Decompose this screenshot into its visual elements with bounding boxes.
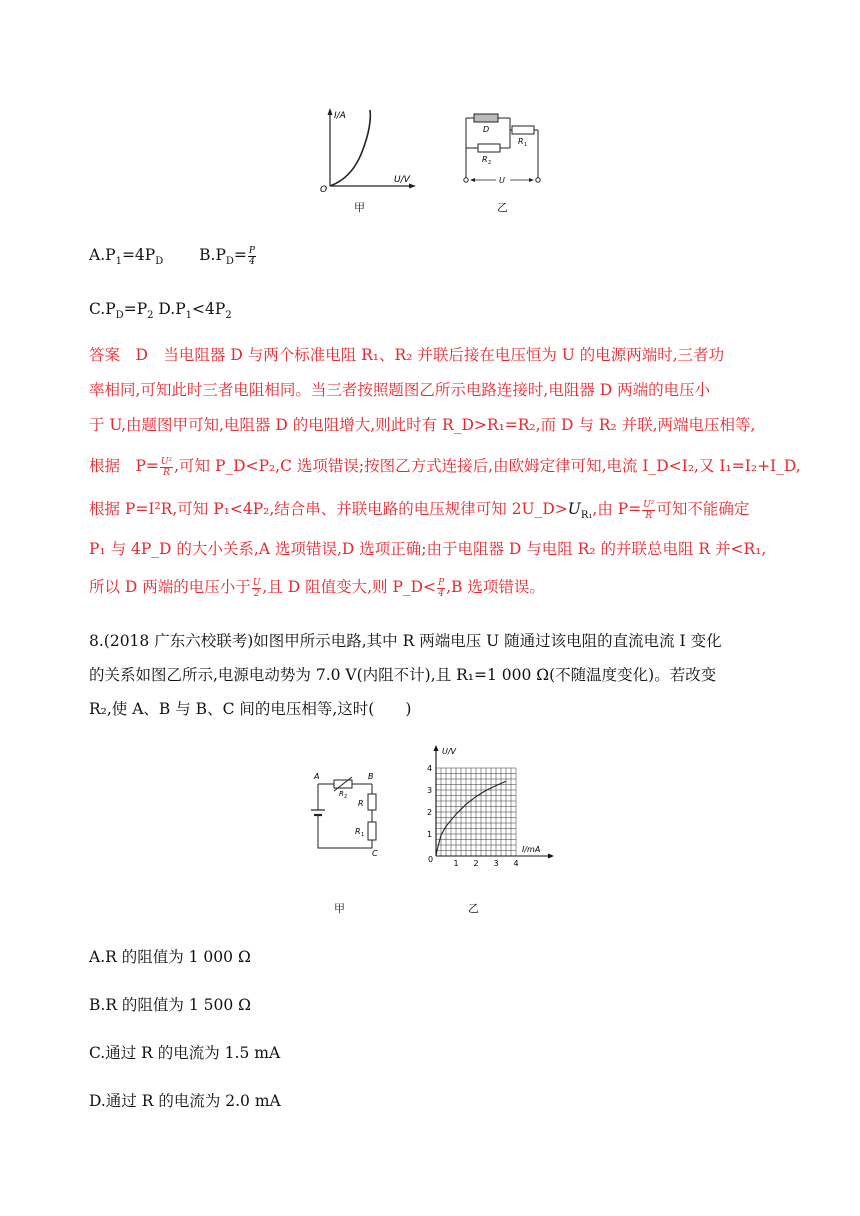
node-b: B — [368, 772, 374, 781]
terminal-right — [536, 178, 540, 182]
label-r1-sub: 1 — [524, 142, 528, 148]
ui-chart — [418, 744, 556, 872]
answer-line-6: P₁ 与 4P_D 的大小关系,A 选项错误,D 选项正确;由于电阻器 D 与电阻 R₂ 的并联总电阻 R 并<R₁, — [89, 540, 767, 558]
chart-origin: 0 — [428, 855, 434, 864]
chart-x-tick-label: 3 — [493, 859, 499, 868]
circuit-1 — [458, 110, 548, 188]
u-arrow-right — [529, 178, 534, 182]
label-r: R — [358, 799, 364, 808]
answer-line-2: 率相同,可知此时三者电阻相同。当三者按照题图乙所示电路连接时,电阻器 D 两端的电压小 — [89, 381, 711, 399]
label-r1-2-sub: 1 — [361, 832, 365, 838]
resistor-r — [368, 794, 376, 810]
chart-x-tick-label: 2 — [473, 859, 479, 868]
q7-options-cd: $C.P_D=P_2$ $D.P_1<4P_2$ — [89, 300, 232, 322]
label-r1: R — [518, 137, 524, 146]
iu-curve — [330, 110, 370, 186]
origin-label: O — [320, 185, 328, 192]
chart-y-tick-label: 3 — [427, 786, 433, 795]
x-axis-label: U/V — [394, 175, 410, 185]
label-r2-sub: 2 — [488, 160, 492, 166]
resistor-r2 — [478, 144, 500, 152]
node-c: C — [372, 849, 378, 856]
q8-option-c: C.通过 R 的电流为 1.5 mA — [89, 1044, 281, 1062]
q8-option-d: D.通过 R 的电流为 2.0 mA — [89, 1092, 281, 1110]
label-d: D — [483, 125, 490, 134]
q8-option-a: A.R 的阻值为 1 000 Ω — [89, 948, 251, 966]
q8-option-b: B.R 的阻值为 1 500 Ω — [89, 996, 251, 1014]
answer-line-3: 于 U,由题图甲可知,电阻器 D 的电阻增大,则此时有 R_D>R₁=R₂,而 D 与 R₂ 并联,两端电压相等, — [89, 416, 756, 434]
fig2-caption-b: 乙 — [468, 902, 479, 915]
label-r2-v-sub: 2 — [344, 794, 348, 800]
u-arrow-left — [470, 178, 475, 182]
resistor-r1 — [512, 126, 534, 134]
chart-x-tick-label: 1 — [453, 859, 459, 868]
q8-line-2: 的关系如图乙所示,电源电动势为 7.0 V(内阻不计),且 R₁=1 000 Ω(不随温度变化)。若改变 — [89, 666, 717, 684]
answer-line-1: 答案 D 当电阻器 D 与两个标准电阻 R₁、R₂ 并联后接在电压恒为 U 的电源两端时,三者功 — [89, 346, 725, 364]
q8-line-3: R₂,使 A、B 与 B、C 间的电压相等,这时( ) — [89, 700, 412, 718]
q7-options-ab: $A.P_1=4P_D$ $B.P_D=$ $\frac{P}{4}$ — [89, 245, 255, 268]
iu-graph — [312, 106, 422, 192]
fig1-caption-a: 甲 — [354, 201, 365, 214]
chart-y-tick-label: 2 — [427, 808, 433, 817]
chart-xlabel: I/mA — [522, 845, 541, 854]
label-r2-v: R — [339, 790, 344, 798]
resistor-d — [474, 114, 498, 122]
q8-line-1: 8.(2018 广东六校联考)如图甲所示电路,其中 R 两端电压 U 随通过该电阻的直流电流 I 变化 — [89, 632, 722, 650]
fig2-caption-a: 甲 — [334, 902, 345, 915]
y-arrow — [328, 108, 333, 115]
chart-y-tick-label: 4 — [427, 764, 433, 773]
y-axis-label: I/A — [334, 111, 346, 121]
answer-line-4: 根据 P= $\frac{\text{U²}}{R}$ ,可知 P_D<P₂,C 选项错误;按图乙方式连接后,由欧姆定律可知,电流 I_D<I₂,又 I₁=I₂+I_D, — [89, 456, 801, 478]
circuit-2 — [308, 768, 390, 856]
resistor-r1-2 — [368, 822, 376, 840]
terminal-left — [464, 178, 468, 182]
chart-y-arrow — [434, 745, 439, 751]
chart-y-tick-label: 1 — [427, 830, 433, 839]
label-r1-2: R — [355, 827, 361, 836]
chart-ylabel: U/V — [442, 747, 457, 756]
label-r2: R — [482, 155, 488, 164]
chart-x-arrow — [548, 854, 554, 859]
answer-line-7: 所以 D 两端的电压小于 $\frac{U}{2}$ ,且 D 阻值变大,则 P_D< $\frac{P}{4}$ ,B 选项错误。 — [89, 577, 545, 599]
answer-line-5: 根据 P=I²R,可知 P₁<4P₂,结合串、并联电路的电压规律可知 $2U\_D>U_{R_1}$,由 P= $\frac{\text{U²}}{R}$ 可知不能确定 — [89, 499, 750, 522]
node-a: A — [314, 772, 320, 781]
label-u: U — [499, 176, 505, 185]
x-arrow — [409, 184, 416, 189]
fig1-caption-b: 乙 — [497, 201, 508, 214]
chart-x-tick-label: 4 — [513, 859, 519, 868]
